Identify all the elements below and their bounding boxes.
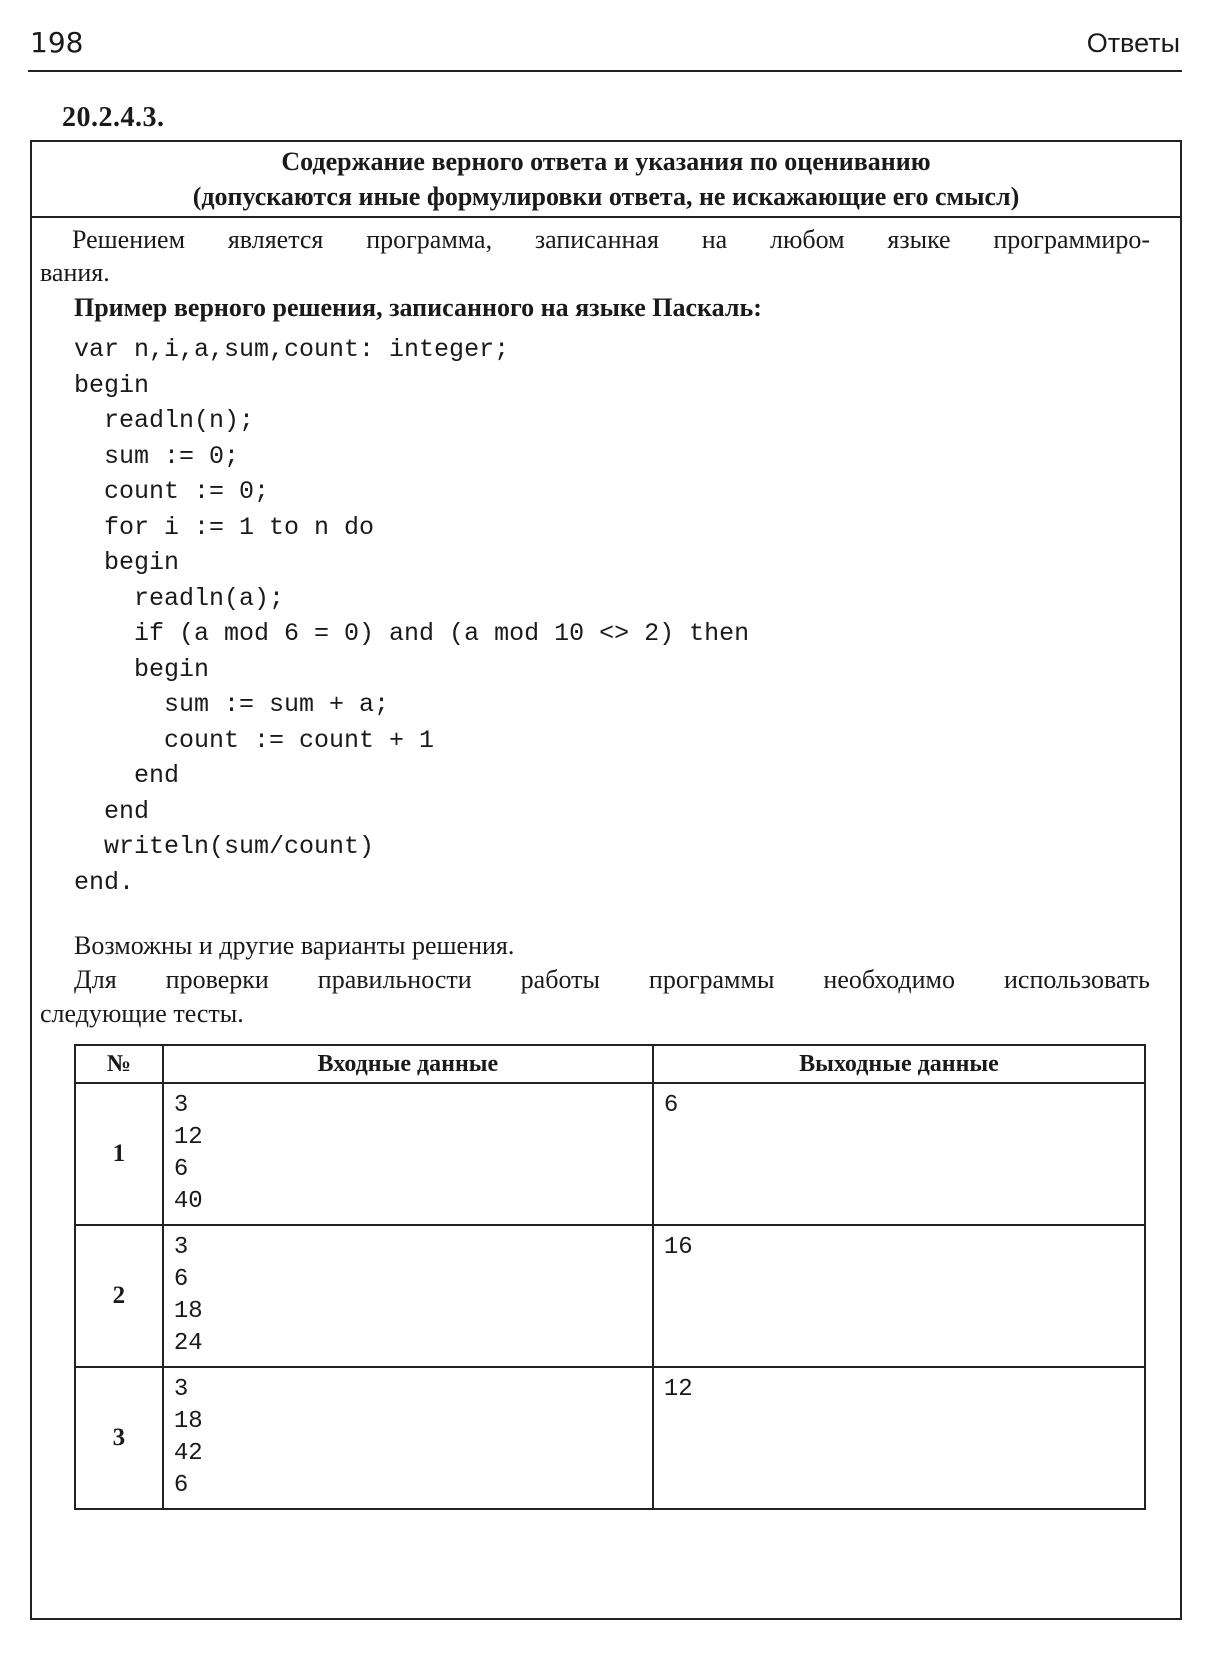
code-line: begin	[74, 654, 210, 684]
intro-line-2: вания.	[40, 258, 110, 287]
input-value: 40	[173, 1188, 203, 1215]
code-line: sum := 0;	[74, 441, 240, 471]
table-row	[75, 1367, 1145, 1509]
input-value: 6	[173, 1266, 189, 1293]
code-line: if (a mod 6 = 0) and (a mod 10 <> 2) then	[74, 619, 750, 648]
input-value: 6	[173, 1156, 189, 1183]
intro-line-1: Решением является программа, записанная на любом языке программиро-	[72, 225, 1150, 254]
page-number: 198	[30, 26, 84, 59]
output-value: 16	[663, 1234, 693, 1261]
code-line: end.	[74, 867, 135, 897]
input-value: 3	[173, 1376, 189, 1403]
test-output	[653, 1225, 1145, 1367]
task-number: 20.2.4.3.	[62, 102, 165, 133]
output-value: 12	[663, 1376, 693, 1403]
code-line: begin	[74, 548, 180, 577]
answer-box-header	[32, 142, 1180, 218]
test-output	[653, 1367, 1145, 1509]
other-variants: Возможны и другие варианты решения.	[74, 931, 515, 960]
code-line: begin	[74, 370, 150, 400]
test-number: 2	[75, 1225, 163, 1367]
table-header-row	[75, 1045, 1145, 1083]
input-value: 18	[173, 1408, 203, 1435]
code-line: var n,i,a,sum,count: integer;	[74, 335, 510, 364]
test-output	[653, 1083, 1145, 1225]
input-value: 42	[173, 1440, 203, 1467]
running-title: Ответы	[1086, 28, 1180, 58]
tests-table	[74, 1044, 1146, 1510]
code-line: writeln(sum/count)	[74, 832, 375, 861]
col-header-number: №	[75, 1045, 163, 1083]
test-input	[163, 1367, 653, 1509]
example-heading: Пример верного решения, записанного на языке Паскаль:	[74, 293, 762, 322]
test-input	[163, 1083, 653, 1225]
input-value: 6	[173, 1472, 189, 1499]
input-value: 18	[173, 1298, 203, 1325]
code-line: sum := sum + a;	[74, 690, 390, 719]
col-header-input: Входные данные	[163, 1045, 653, 1083]
pascal-code	[74, 332, 749, 900]
input-value: 3	[173, 1234, 189, 1261]
code-line: readln(a);	[74, 583, 285, 613]
header-line-1: Содержание верного ответа и указания по оцениванию	[281, 147, 931, 176]
code-line: count := 0;	[74, 477, 270, 506]
header-rule	[28, 70, 1182, 72]
input-value: 12	[173, 1124, 203, 1151]
test-number: 3	[75, 1367, 163, 1509]
header-line-2: (допускаются иные формулировки ответа, не искажающие его смысл)	[192, 182, 1020, 211]
input-value: 24	[173, 1330, 203, 1357]
table-row	[75, 1083, 1145, 1225]
code-line: count := count + 1	[74, 725, 435, 755]
answer-box	[30, 140, 1182, 1620]
tests-intro-line-2: следующие тесты.	[40, 999, 244, 1028]
output-value: 6	[663, 1092, 679, 1119]
col-header-output: Выходные данные	[653, 1045, 1145, 1083]
code-line: readln(n);	[74, 406, 255, 435]
tests-intro-line-1: Для проверки правильности работы программы необходимо использовать	[74, 965, 1150, 994]
test-input	[163, 1225, 653, 1367]
table-row	[75, 1225, 1145, 1367]
code-line: end	[74, 761, 180, 790]
code-line: for i := 1 to n do	[74, 512, 375, 542]
code-line: end	[74, 796, 150, 826]
input-value: 3	[173, 1092, 189, 1119]
test-number: 1	[75, 1083, 163, 1225]
